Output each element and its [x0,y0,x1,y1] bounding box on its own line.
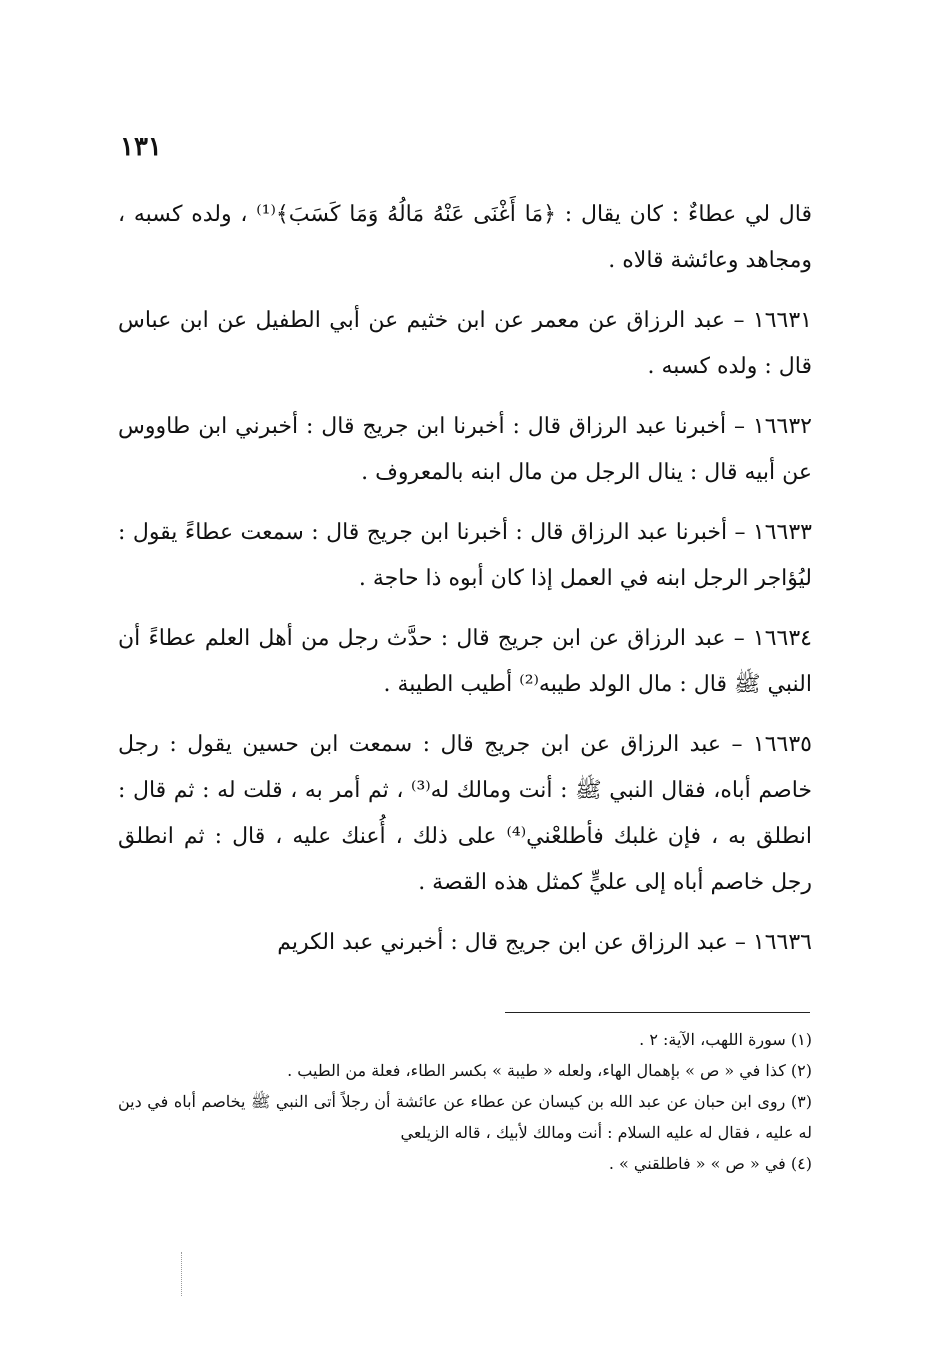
paragraph-16634: ١٦٦٣٤ – عبد الرزاق عن ابن جريج قال : حدَّث رجل من أهل العلم عطاءً أن النبي ﷺ قال : مال الولد طيبه⁽²⁾ أطيب الطيبة . [118,626,812,697]
main-text [118,192,812,980]
footnote-3: (٣) روى ابن حبان عن عبد الله بن كيسان عن عطاء عن عائشة أن رجلاً أتى النبي ﷺ يخاصم أباه في دين له عليه ، فقال له عليه السلام : أنت ومالك لأبيك ، قاله الزيلعي [118,1092,812,1142]
paragraph-intro: قال لي عطاءٌ : كان يقال : ﴿مَا أَغْنَى عَنْهُ مَالُهُ وَمَا كَسَبَ﴾⁽¹⁾ ، ولده كسبه ، ومجاهد وعائشة قالاه . [118,202,812,273]
paragraph-16632: ١٦٦٣٢ – أخبرنا عبد الرزاق قال : أخبرنا ابن جريج قال : أخبرني ابن طاووس عن أبيه قال : ينال الرجل من مال ابنه بالمعروف . [118,414,812,485]
paragraph-16633: ١٦٦٣٣ – أخبرنا عبد الرزاق قال : أخبرنا ابن جريج قال : سمعت عطاءً يقول : ليُؤاجر الرجل ابنه في العمل إذا كان أبوه ذا حاجة . [118,520,812,591]
margin-mark [181,1252,182,1296]
paragraph-16636: ١٦٦٣٦ – عبد الرزاق عن ابن جريج قال : أخبرني عبد الكريم [277,930,812,955]
paragraph-16631: ١٦٦٣١ – عبد الرزاق عن معمر عن ابن خثيم عن أبي الطفيل عن ابن عباس قال : ولده كسبه . [118,308,812,379]
footnote-2: (٢) كذا في « ص » بإهمال الهاء، ولعله « طيبة » بكسر الطاء، فعلة من الطيب . [287,1061,812,1080]
footnote-1: (١) سورة اللهب، الآية: ٢ . [639,1030,812,1049]
paragraph-16635: ١٦٦٣٥ – عبد الرزاق عن ابن جريج قال : سمعت ابن حسين يقول : رجل خاصم أباه، فقال النبي ﷺ : أنت ومالك له⁽³⁾ ، ثم أمر به ، قلت له : ثم قال : انطلق به ، فإن غلبك فأطلعْني⁽⁴⁾ على ذلك ، أُعنك عليه ، قال : ثم انطلق رجل خاصم أباه إلى عليٍّ كمثل هذه القصة . [118,732,812,895]
page-number: ١٣١ [120,132,162,162]
footnote-divider [505,1012,810,1013]
footnote-4: (٤) في « ص » « فاطلقني » . [608,1154,812,1173]
footnotes [118,1024,812,1179]
